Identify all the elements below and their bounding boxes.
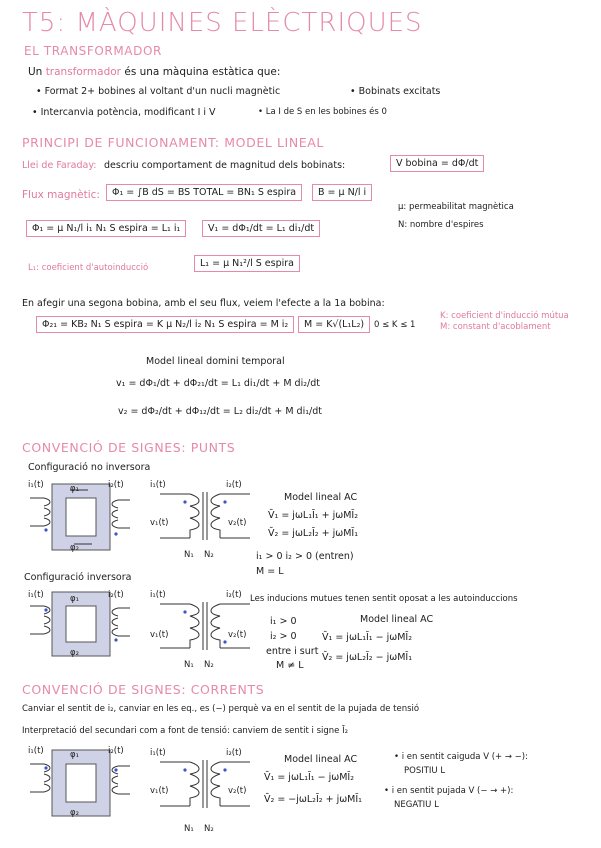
v1-equation: v₁ = dΦ₁/dt + dΦ₂₁/dt = L₁ di₁/dt + M di₂/dt	[116, 378, 320, 389]
phi1-label-2: φ₁	[70, 594, 80, 604]
n1-label-2: N₁	[184, 660, 194, 670]
config-noninv-label: Configuració no inversora	[28, 462, 151, 473]
faraday-box: V bobina = dΦ/dt	[390, 155, 484, 172]
v1-label-2: v₁(t)	[150, 630, 169, 640]
v2-equation: v₂ = dΦ₂/dt + dΦ₁₂/dt = L₂ di₂/dt + M di₁/dt	[118, 406, 322, 417]
v2-label-1: v₂(t)	[228, 518, 247, 528]
ac-title-3: Model lineal AC	[284, 754, 358, 765]
core-diagram-currents	[30, 744, 130, 824]
inv-c3: entre i surt	[266, 646, 319, 657]
intro-line	[28, 66, 280, 78]
i1-label-2: i₁(t)	[28, 590, 44, 600]
phi2-label-3: φ₂	[70, 808, 80, 818]
n2-label-3: N₂	[204, 824, 214, 834]
i1-label-1b: i₁(t)	[150, 480, 166, 490]
l1-note: L₁: coeficient d'autoinducció	[28, 263, 149, 273]
phi2-label-1: φ₂	[70, 543, 80, 553]
ac1-m: M = L	[256, 566, 284, 577]
mu-note: μ: permeabilitat magnètica	[398, 202, 514, 212]
ac1-eq1: V̄₁ = jωL₁Ī₁ + jωMĪ₂	[268, 510, 359, 521]
l1-box: L₁ = μ N₁²/l S espira	[194, 255, 300, 272]
v2-label-2: v₂(t)	[228, 630, 247, 640]
section2-heading: CONVENCIÓ DE SIGNES: PUNTS	[22, 440, 236, 455]
faraday-label: Llei de Faraday:	[22, 160, 97, 171]
note-positive: • i en sentit caiguda V (+ → −):	[394, 752, 528, 762]
inv-c4: M ≠ L	[276, 660, 304, 671]
note-negative-b: NEGATIU L	[394, 800, 439, 810]
flux-box: Φ₁ = ∫B dS = BS TOTAL = BN₁ S espira	[106, 184, 302, 201]
note-positive-b: POSITIU L	[404, 766, 446, 776]
intro-a: Un	[28, 66, 43, 78]
i1-label-3: i₁(t)	[28, 746, 44, 756]
config-inv-label: Configuració inversora	[24, 572, 132, 583]
n1-label-3: N₁	[184, 824, 194, 834]
model-title: Model lineal domini temporal	[146, 356, 285, 367]
intro-term: transformador	[45, 66, 122, 78]
inv-c1: i₁ > 0	[270, 616, 297, 627]
section3-line2: Interpretació del secundari com a font de tensió: canviem de sentit i signe Ī₂	[22, 726, 348, 736]
intro-bullet-3: • Intercanvia potència, modificant I i V	[32, 107, 216, 118]
intro-bullet-1: • Format 2+ bobines al voltant d'un nucli magnètic	[36, 86, 281, 97]
i2-label-2: i₂(t)	[108, 590, 124, 600]
n1-label-1: N₁	[184, 550, 194, 560]
page-title: T5: MÀQUINES ELÈCTRIQUES	[22, 8, 423, 38]
phi2-label-2: φ₂	[70, 648, 80, 658]
ac1-eq2: V̄₂ = jωL₂Ī₂ + jωMĪ₁	[268, 528, 359, 539]
b-box: B = μ N/l i	[312, 184, 372, 201]
i2-label-1: i₂(t)	[108, 480, 124, 490]
v2-label-3: v₂(t)	[228, 786, 247, 796]
n-note: N: nombre d'espires	[398, 220, 484, 230]
phi1-label-3: φ₁	[70, 750, 80, 760]
phi1-box: Φ₁ = μ N₁/l i₁ N₁ S espira = L₁ i₁	[26, 220, 186, 237]
i1-label-1: i₁(t)	[28, 480, 44, 490]
v1-box: V₁ = dΦ₁/dt = L₁ di₁/dt	[202, 220, 320, 237]
v1-label-3: v₁(t)	[150, 786, 169, 796]
inv-note: Les inducions mutues tenen sentit oposat a les autoinduccions	[250, 594, 518, 604]
i1-label-3b: i₁(t)	[150, 748, 166, 758]
ac-title-1: Model lineal AC	[284, 492, 358, 503]
intro-bullet-4: • La I de S en les bobines és 0	[258, 107, 387, 117]
i1-label-2b: i₁(t)	[150, 590, 166, 600]
note-negative: • i en sentit pujada V (− → +):	[384, 786, 514, 796]
v1-label-1: v₁(t)	[150, 518, 169, 528]
core-diagram-noninv	[30, 478, 130, 560]
intro-b: és una màquina estàtica que:	[124, 66, 281, 78]
ac3-eq1: V̄₁ = jωL₁Ī₁ − jωMĪ₂	[264, 772, 355, 783]
i2-label-2b: i₂(t)	[226, 590, 242, 600]
second-coil-text: En afegir una segona bobina, amb el seu flux, veiem l'efecte a la 1a bobina:	[22, 298, 385, 309]
ac2-eq2: V̄₂ = jωL₂Ī₂ − jωMĪ₁	[322, 652, 413, 663]
i2-label-3: i₂(t)	[108, 746, 124, 756]
m-box: M = K√(L₁L₂)	[298, 316, 370, 333]
n2-label-2: N₂	[204, 660, 214, 670]
intro-bullet-2: • Bobinats excitats	[350, 86, 441, 97]
faraday-text: descriu comportament de magnitud dels bobinats:	[104, 160, 346, 171]
flux-label: Flux magnètic:	[22, 189, 100, 201]
m-note: M: constant d'acoblament	[440, 322, 551, 332]
section3-heading: CONVENCIÓ DE SIGNES: CORRENTS	[22, 682, 265, 697]
phi21-box: Φ₂₁ = KB₂ N₁ S espira = K μ N₂/l i₂ N₁ S espira = M i₂	[36, 316, 294, 333]
ac3-eq2: V̄₂ = −jωL₂Ī₂ + jωMĪ₁	[264, 794, 362, 805]
phi1-label-1: φ₁	[70, 484, 80, 494]
ac-title-2: Model lineal AC	[360, 614, 434, 625]
i2-label-3b: i₂(t)	[226, 748, 242, 758]
inv-c2: i₂ > 0	[270, 631, 297, 642]
i2-label-1b: i₂(t)	[226, 480, 242, 490]
page-subtitle: EL TRANSFORMADOR	[24, 44, 162, 58]
n2-label-1: N₂	[204, 550, 214, 560]
k-note: K: coeficient d'inducció mútua	[440, 311, 569, 321]
ac1-cond: i₁ > 0 i₂ > 0 (entren)	[256, 551, 354, 562]
coil-schematic-inv	[150, 594, 260, 662]
section3-line1: Canviar el sentit de i₂, canviar en les eq., es (−) perquè va en el sentit de la pujada de tensió	[22, 704, 420, 714]
k-range: 0 ≤ K ≤ 1	[374, 320, 416, 330]
section1-heading: PRINCIPI DE FUNCIONAMENT: MODEL LINEAL	[22, 135, 324, 150]
ac2-eq1: V̄₁ = jωL₁Ī₁ − jωMĪ₂	[322, 632, 413, 643]
